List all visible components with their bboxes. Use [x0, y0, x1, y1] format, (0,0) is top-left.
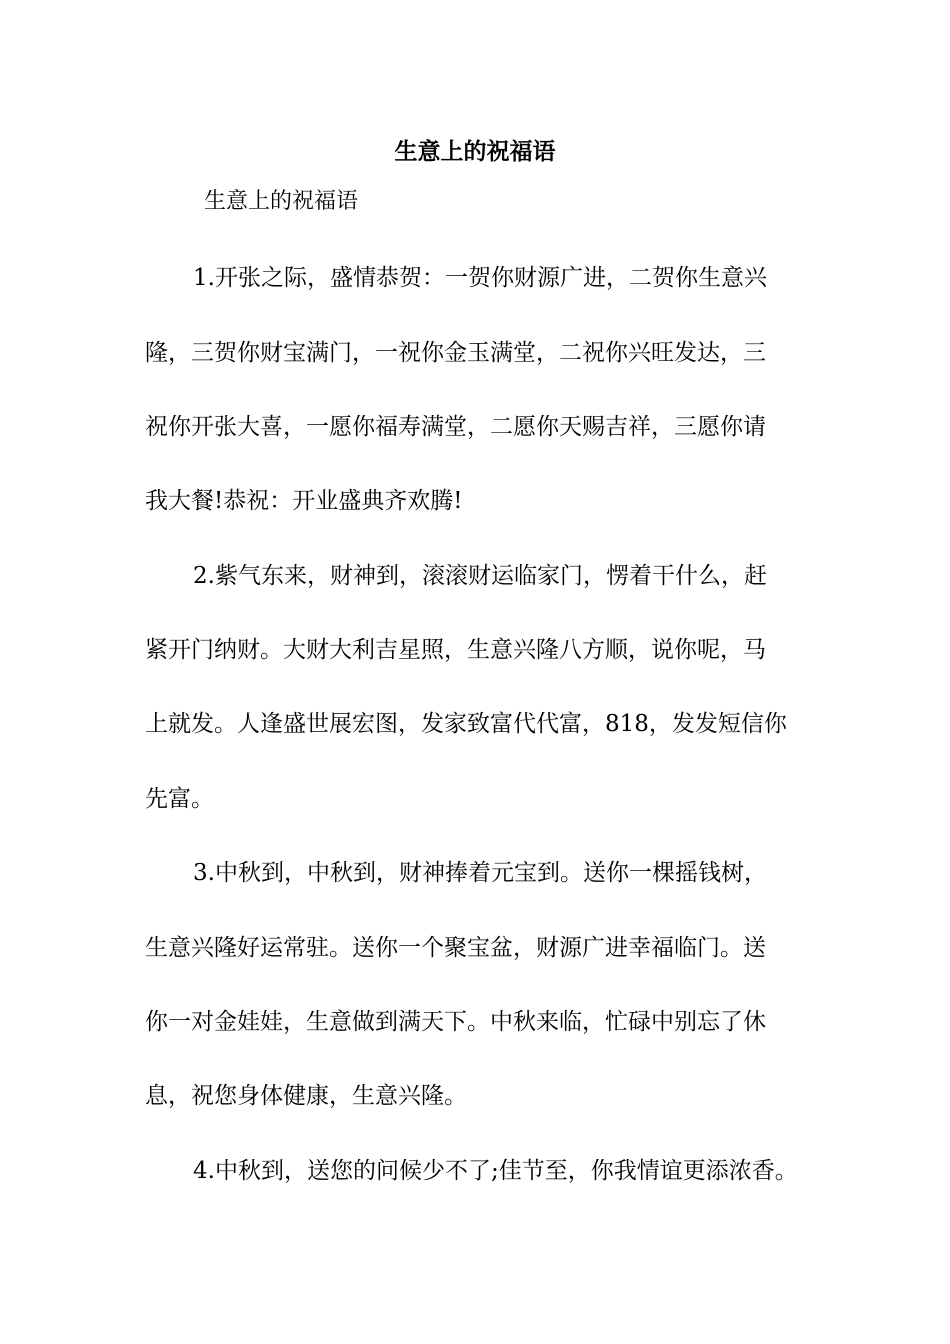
document-subtitle: 生意上的祝福语 [204, 189, 359, 214]
paragraph-line: 1.开张之际，盛情恭贺：一贺你财源广进，二贺你生意兴 [193, 265, 767, 291]
paragraph-line: 生意兴隆好运常驻。送你一个聚宝盆，财源广进幸福临门。送 [145, 935, 766, 961]
paragraph-line: 先富。 [145, 786, 214, 812]
paragraph-line: 我大餐!恭祝：开业盛典齐欢腾! [145, 488, 463, 514]
paragraph-line: 4.中秋到，送您的问候少不了;佳节至，你我情谊更添浓香。 [193, 1158, 798, 1184]
paragraph-line: 息，祝您身体健康，生意兴隆。 [145, 1083, 467, 1109]
paragraph-line: 你一对金娃娃，生意做到满天下。中秋来临，忙碌中别忘了休 [145, 1009, 766, 1035]
document-title: 生意上的祝福语 [394, 139, 556, 165]
paragraph-line: 上就发。人逢盛世展宏图，发家致富代代富，818，发发短信你 [145, 711, 787, 737]
paragraph-line: 祝你开张大喜，一愿你福寿满堂，二愿你天赐吉祥，三愿你请 [145, 414, 766, 440]
paragraph-line: 3.中秋到，中秋到，财神捧着元宝到。送你一棵摇钱树， [193, 860, 767, 886]
paragraph-line: 紧开门纳财。大财大利吉星照，生意兴隆八方顺，说你呢，马 [145, 637, 766, 663]
paragraph-line: 2.紫气东来，财神到，滚滚财运临家门，愣着干什么，赶 [193, 563, 767, 589]
paragraph-line: 隆，三贺你财宝满门，一祝你金玉满堂，二祝你兴旺发达，三 [145, 340, 766, 366]
